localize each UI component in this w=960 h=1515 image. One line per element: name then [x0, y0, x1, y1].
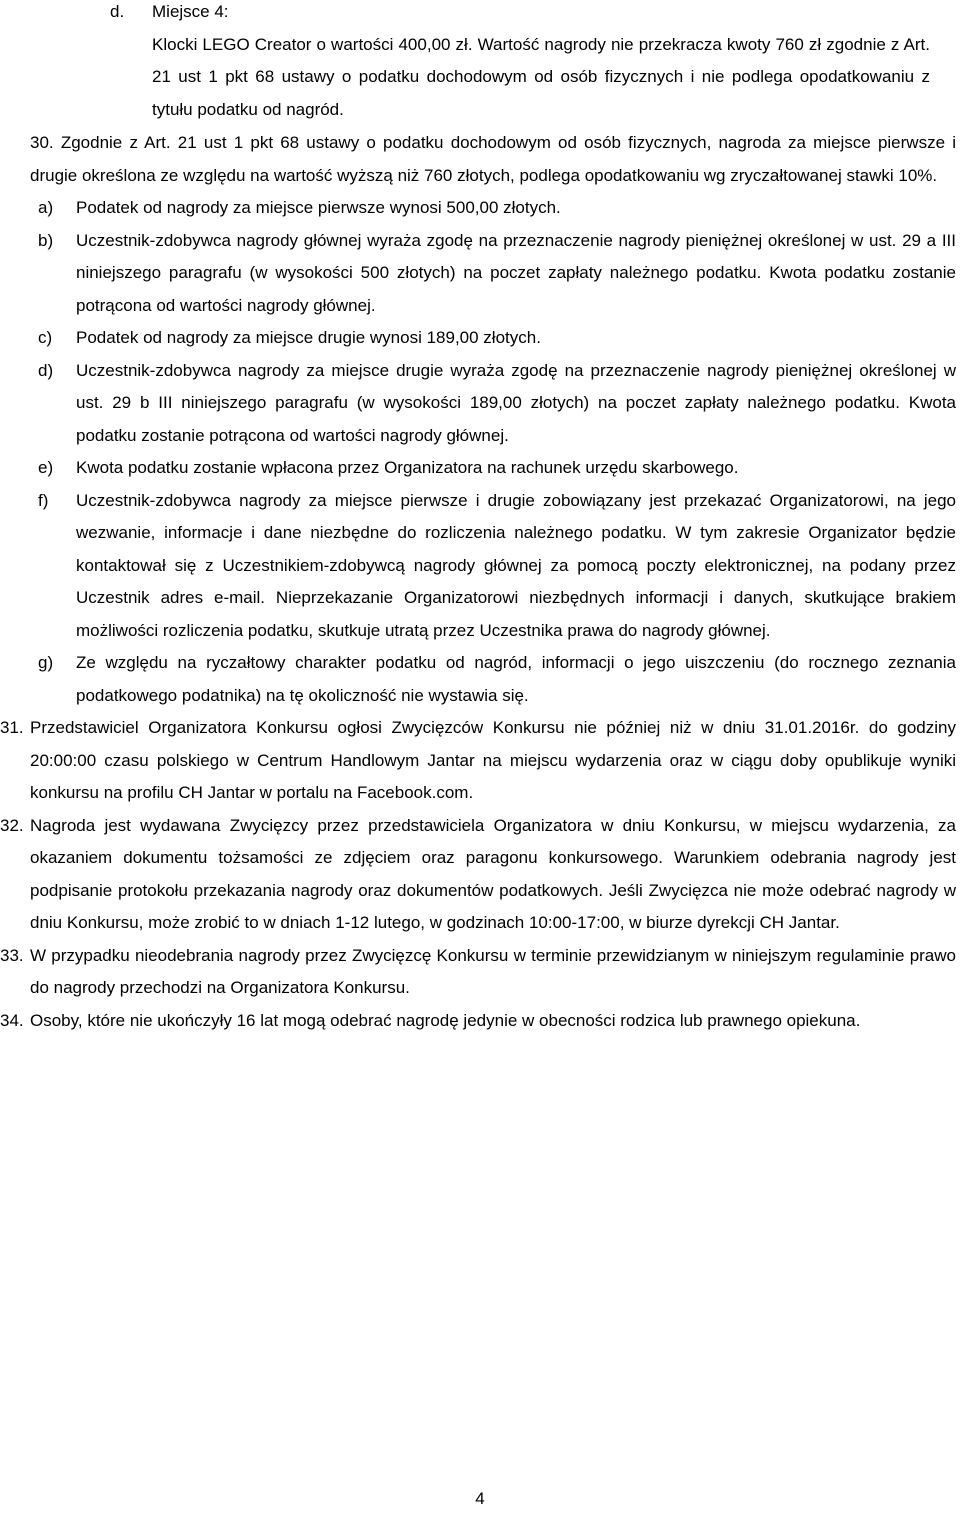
list-item [30, 452, 956, 485]
list-marker: a) [38, 198, 54, 217]
page-number: 4 [475, 1489, 485, 1508]
list-marker: d. [110, 2, 125, 21]
list-item-text: Kwota podatku zostanie wpłacona przez Organizatora na rachunek urzędu skarbowego. [76, 458, 739, 477]
list-marker: e) [38, 458, 54, 477]
list-marker: d) [38, 360, 54, 380]
list-item [30, 485, 956, 648]
section-number: 30. [30, 133, 54, 152]
section-31 [0, 712, 956, 810]
list-marker: f) [38, 490, 49, 510]
list-item [30, 192, 956, 225]
section-34 [0, 1005, 956, 1038]
section-33 [0, 940, 956, 1005]
list-item-text: Podatek od nagrody za miejsce drugie wynosi 189,00 złotych. [76, 328, 541, 347]
list-item-text: Uczestnik-zdobywca nagrody za miejsce drugie wyraża zgodę na przeznaczenie nagrody pieniężnej określonej w ust. 29 b III niniejszego paragrafu (w wysokości 189,00 złotych) na poczet zapłaty należnego podatku. Kwota podatku zostanie potrącona od wartości nagrody głównej. [76, 360, 956, 445]
prize-description: Klocki LEGO Creator o wartości 400,00 zł. Wartość nagrody nie przekracza kwoty 760 zł zgodnie z Art. 21 ust 1 pkt 68 ustawy o podatku dochodowym od osób fizycznych i nie podlega opodatkowaniu z tytułu podatku od nagród. [152, 34, 930, 119]
list-item [30, 355, 956, 453]
section-number: 32. [0, 815, 24, 835]
section-30 [30, 127, 956, 192]
section-number: 31. [0, 718, 24, 737]
list-item-text: Podatek od nagrody za miejsce pierwsze wynosi 500,00 złotych. [76, 198, 561, 217]
list-marker: g) [38, 653, 54, 672]
section-number: 33. [0, 945, 24, 965]
list-item-text: Uczestnik-zdobywca nagrody za miejsce pierwsze i drugie zobowiązany jest przekazać Organizatorowi, na jego wezwanie, informacje i dane niezbędne do rozliczenia należnego podatku. W tym zakresie Organizator będzie kontaktował się z Uczestnikiem-zdobywcą nagrody głównej za pomocą poczty elektronicznej, na podany przez Uczestnik adres e-mail. Nieprzekazanie Organizatorowi niezbędnych informacji i danych, skutkujące brakiem możliwości rozliczenia podatku, skutkuje utratą przez Uczestnika prawa do nagrody głównej. [76, 490, 956, 640]
section-32 [0, 810, 956, 940]
section-text: W przypadku nieodebrania nagrody przez Zwycięzcę Konkursu w terminie przewidzianym w niniejszym regulaminie prawo do nagrody przechodzi na Organizatora Konkursu. [30, 945, 956, 997]
list-marker: c) [38, 328, 53, 347]
list-item-text: Ze względu na ryczałtowy charakter podatku od nagród, informacji o jego uiszczeniu (do rocznego zeznania podatkowego podatnika) na tę okoliczność nie wystawia się. [76, 653, 956, 705]
section-text: Nagroda jest wydawana Zwycięzcy przez przedstawiciela Organizatora w dniu Konkursu, w miejscu wydarzenia, za okazaniem dokumentu tożsamości ze zdjęciem oraz paragonu konkursowego. Warunkiem odebrania nagrody jest podpisanie protokołu przekazania nagrody oraz dokumentów podatkowych. Jeśli Zwycięzca nie może odebrać nagrody w dniu Konkursu, może zrobić to w dniach 1-12 lutego, w godzinach 10:00-17:00, w biurze dyrekcji CH Jantar. [30, 815, 956, 932]
section-text: Zgodnie z Art. 21 ust 1 pkt 68 ustawy o podatku dochodowym od osób fizycznych, nagroda za miejsce pierwsze i drugie określona ze względu na wartość wyższą niż 760 złotych, podlega opodatkowaniu wg zryczałtowanej stawki 10%. [30, 133, 956, 185]
section-text: Osoby, które nie ukończyły 16 lat mogą odebrać nagrodę jedynie w obecności rodzica lub prawnego opiekuna. [30, 1010, 861, 1030]
list-marker: b) [38, 230, 54, 250]
section-text: Przedstawiciel Organizatora Konkursu ogłosi Zwycięzców Konkursu nie później niż w dniu 31.01.2016r. do godziny 20:00:00 czasu polskiego w Centrum Handlowym Jantar na miejscu wydarzenia oraz w ciągu doby opublikuje wyniki konkursu na profilu CH Jantar w portalu na Facebook.com. [30, 718, 956, 802]
prize-title: Miejsce 4: [152, 2, 229, 21]
list-item [30, 225, 956, 323]
list-item [30, 322, 956, 355]
list-item-text: Uczestnik-zdobywca nagrody głównej wyraża zgodę na przeznaczenie nagrody pieniężnej określonej w ust. 29 a III niniejszego paragrafu (w wysokości 500 złotych) na poczet zapłaty należnego podatku. Kwota podatku zostanie potrącona od wartości nagrody głównej. [76, 230, 956, 315]
prize-place-4 [30, 0, 956, 126]
section-number: 34. [0, 1010, 24, 1030]
list-item [30, 647, 956, 712]
